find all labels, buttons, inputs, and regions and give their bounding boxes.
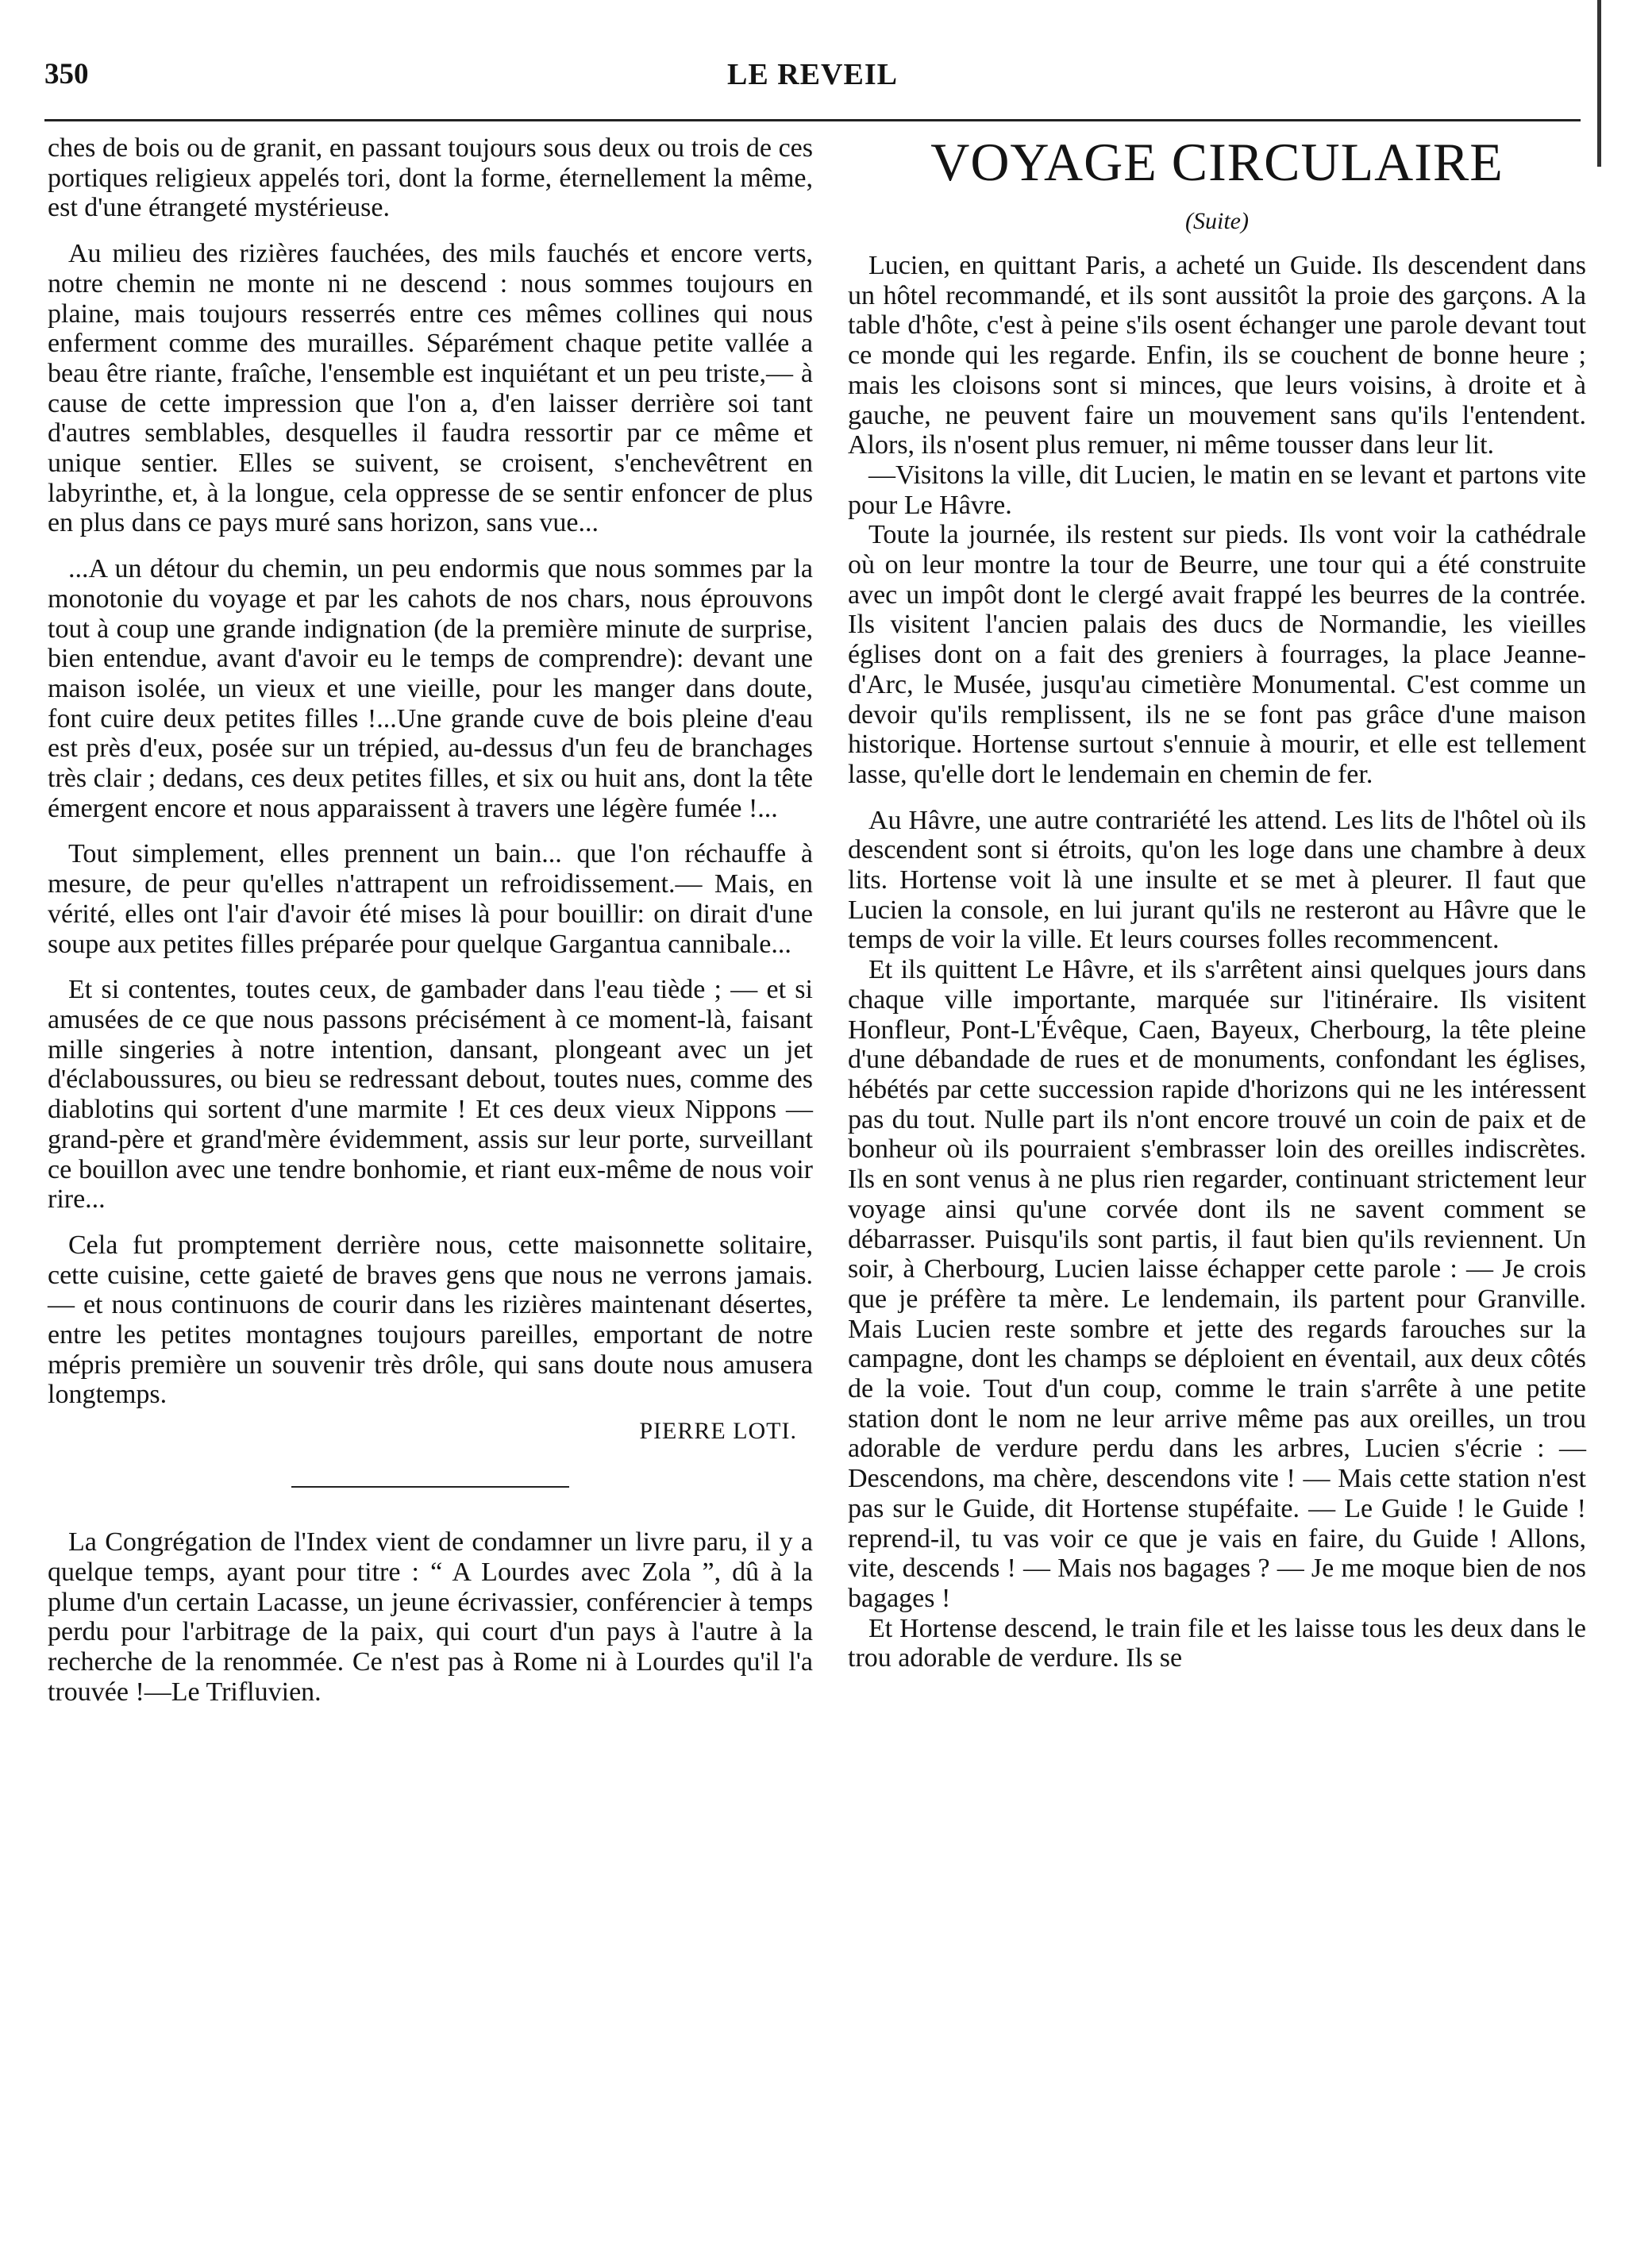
left-column <box>48 133 813 1707</box>
paragraph: Au Hâvre, une autre contrariété les attend. Les lits de l'hôtel où ils descendent sont si étroits, qu'on les loge dans une chambre à deux lits. Hortense voit là une insulte et se met à pleurer. Il faut que Lucien la console, en lui jurant qu'ils ne resteront au Hâvre que le temps de voir la ville. Et leurs courses folles recommencent. <box>848 805 1586 955</box>
page-edge-mark <box>1597 0 1601 167</box>
right-column <box>848 133 1586 1673</box>
paragraph: Au milieu des rizières fauchées, des mils fauchés et encore verts, notre chemin ne monte ni ne descend : nous sommes toujours en plaine, mais toujours resserrés entre ces mêmes collines qui nous enferment comme des murailles. Séparément chaque petite vallée a beau être riante, fraîche, l'ensemble est inquiétant et un peu triste,— à cause de cette impression que l'on a, d'en laisser derrière soi tant d'autres semblables, desquelles il faudra ressortir par ce même et unique sentier. Elles se suivent, se croisent, s'enchevêtrent en labyrinthe, et, à la longue, cela oppresse de se sentir enfoncer de plus en plus dans ce pays muré sans horizon, sans vue... <box>48 239 813 538</box>
author-signature: PIERRE LOTI. <box>639 1418 797 1445</box>
article-separator <box>291 1486 569 1488</box>
running-title: LE REVEIL <box>727 58 898 91</box>
header-rule <box>44 119 1581 121</box>
article-title: VOYAGE CIRCULAIRE <box>930 132 1504 192</box>
paragraph: ...A un détour du chemin, un peu endormis que nous sommes par la monotonie du voyage et par les cahots de nos chars, nous éprouvons tout à coup une grande indignation (de la première minute de surprise, bien entendue, avant d'avoir eu le temps de comprendre): devant une maison isolée, un vieux et une vieille, pour les manger dans doute, font cuire deux petites filles !...Une grande cuve de bois pleine d'eau est près d'eux, posée sur un trépied, au-dessus d'un feu de branchages très clair ; dedans, ces deux petites filles, et six ou huit ans, dont la tête émergent encore et nous apparaissent à travers une légère fumée !... <box>48 554 813 823</box>
paragraph: La Congrégation de l'Index vient de condamner un livre paru, il y a quelque temps, ayant pour titre : “ A Lourdes avec Zola ”, dû à la plume d'un certain Lacasse, un jeune écrivassier, conférencier à temps perdu pour l'arbitrage de la paix, qui court d'un pays à l'autre à la recherche de la renommée. Ce n'est pas à Rome ni à Lourdes qu'il l'a trouvée !—Le Trifluvien. <box>48 1527 813 1707</box>
paragraph: ches de bois ou de granit, en passant toujours sous deux ou trois de ces portiques religieux appelés tori, dont la forme, éternellement la même, est d'une étrangeté mystérieuse. <box>48 133 813 223</box>
page-number: 350 <box>44 58 89 90</box>
paragraph: Et Hortense descend, le train file et les laisse tous les deux dans le trou adorable de verdure. Ils se <box>848 1613 1586 1673</box>
paragraph: —Visitons la ville, dit Lucien, le matin en se levant et partons vite pour Le Hâvre. <box>848 460 1586 520</box>
paragraph: Cela fut promptement derrière nous, cette maisonnette solitaire, cette cuisine, cette gaieté de braves gens que nous ne verrons jamais.— et nous continuons de courir dans les rizières maintenant désertes, entre les petites montagnes toujours pareilles, emportant de notre mépris première un souvenir très drôle, qui sans doute nous amusera longtemps. <box>48 1230 813 1410</box>
paragraph: Tout simplement, elles prennent un bain... que l'on réchauffe à mesure, de peur qu'elles n'attrapent un refroidissement.— Mais, en vérité, elles ont l'air d'avoir été mises là pour bouillir: on dirait d'une soupe aux petites filles préparée pour quelque Gargantua cannibale... <box>48 839 813 959</box>
paragraph: Et ils quittent Le Hâvre, et ils s'arrêtent ainsi quelques jours dans chaque ville importante, marquée sur l'itinéraire. Ils visitent Honfleur, Pont-L'Évêque, Caen, Bayeux, Cherbourg, la tête pleine d'une débandade de rues et de monuments, confondant les églises, hébétés par cette succession rapide d'horizons qui ne les intéressent pas du tout. Nulle part ils n'ont encore trouvé un coin de paix et de bonheur où ils pourraient s'embrasser loin des oreilles indiscrètes. Ils en sont venus à ne plus rien regarder, continuant strictement leur voyage ainsi qu'une corvée dont ils ne savent comment se débarrasser. Puisqu'ils sont partis, il faut bien qu'ils reviennent. Un soir, à Cherbourg, Lucien laisse échapper cette parole : — Je crois que je préfère ta mère. Le lendemain, ils partent pour Granville. Mais Lucien reste sombre et jette des regards farouches sur la campagne, dont les champs se déploient en éventail, aux deux côtés de la voie. Tout d'un coup, comme le train s'arrête à une petite station dont le nom ne leur arrive même pas aux oreilles, un trou adorable de verdure perdu dans les arbres, Lucien s'écrie : — Descendons, ma chère, descendons vite ! — Mais cette station n'est pas sur le Guide, dit Hortense stupéfaite. — Le Guide ! le Guide ! reprend-il, tu vas voir ce que je vais en faire, du Guide ! Allons, vite, descends ! — Mais nos bagages ? — Je me moque bien de nos bagages ! <box>848 955 1586 1613</box>
paragraph: Lucien, en quittant Paris, a acheté un Guide. Ils descendent dans un hôtel recommandé, et ils sont aussitôt la proie des garçons. A la table d'hôte, c'est à peine s'ils osent échanger une parole devant tout ce monde qui les regarde. Enfin, ils se couchent de bonne heure ; mais les cloisons sont si minces, que leurs voisins, à droite et à gauche, ne peuvent faire un mouvement sans qu'ils l'entendent. Alors, ils n'osent plus remuer, ni même tousser dans leur lit. <box>848 251 1586 460</box>
page-header <box>44 57 1581 105</box>
article-subtitle: (Suite) <box>1185 208 1249 234</box>
paragraph: Et si contentes, toutes ceux, de gambader dans l'eau tiède ; — et si amusées de ce que nous passons précisément à ce moment-là, faisant mille singeries à notre intention, dansant, plongeant avec un jet d'éclaboussures, ou bieu se redressant debout, toutes nues, comme des diablotins qui sortent d'une marmite ! Et ces deux vieux Nippons — grand-père et grand'mère évidemment, assis sur leur porte, surveillant ce bouillon avec une tendre bonhomie, et riant eux-même de nous voir rire... <box>48 975 813 1215</box>
paragraph: Toute la journée, ils restent sur pieds. Ils vont voir la cathédrale où on leur montre la tour de Beurre, une tour qui a été construite avec un impôt dont le clergé avait frappé les beurres de la contrée. Ils visitent l'ancien palais des ducs de Normandie, les vieilles églises dont on a fait des greniers à fourrages, la place Jeanne-d'Arc, le Musée, jusqu'au cimetière Monumental. C'est comme un devoir qu'ils remplissent, ils ne se font pas grâce d'une maison historique. Hortense surtout s'ennuie à mourir, et elle est tellement lasse, qu'elle dort le lendemain en chemin de fer. <box>848 520 1586 789</box>
